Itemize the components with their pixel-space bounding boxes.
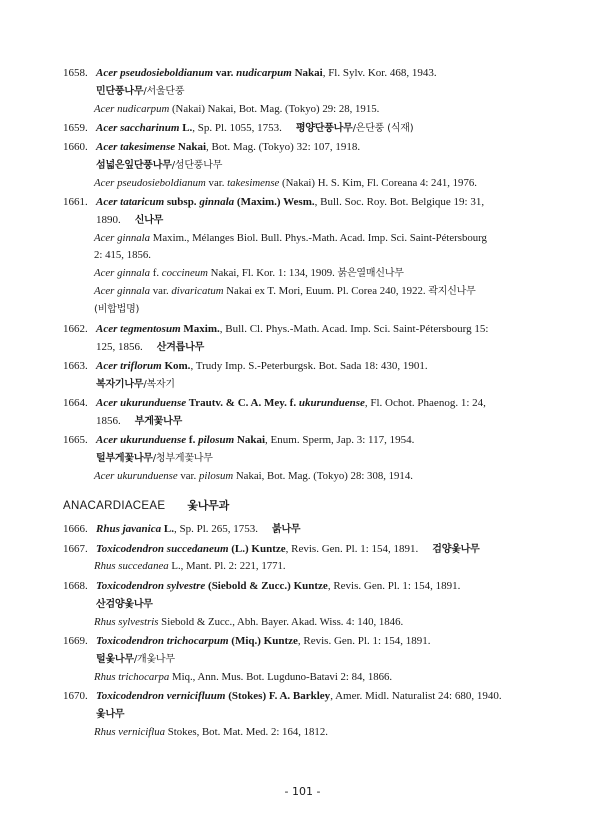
entry-number: 1662. (63, 323, 88, 335)
entry-1668 (0, 577, 605, 595)
entry-number: 1665. (63, 434, 88, 446)
entry-citation (96, 434, 414, 446)
text-run: , Revis. Gen. Pl. 1: 154, 1891. (285, 543, 419, 555)
korean-text: 신나무 (134, 215, 164, 226)
text-run: var. (177, 470, 199, 482)
text-run: (L.) Kuntze (228, 543, 286, 555)
text-run: (Stokes) F. A. Barkley (225, 690, 331, 702)
text-run: Toxicodendron sylvestre (96, 580, 206, 592)
text-run: Acer ukurunduense (94, 470, 178, 482)
synonym (0, 467, 605, 485)
text-run: Toxicodendron vernicifluum (96, 690, 226, 702)
text-run: , Fl. Sylv. Kor. 468, 1943. (322, 67, 437, 79)
entry-number: 1668. (63, 580, 88, 592)
text-run: Siebold & Zucc., Abh. Bayer. Akad. Wiss. 4: 140, 1846. (158, 616, 404, 628)
text-run: pilosum (198, 434, 235, 446)
synonym (0, 229, 605, 247)
text-run: Rhus verniciflua (94, 726, 166, 738)
text-run: Miq., Ann. Mus. Bot. Lugduno-Batavi 2: 84, 1866. (169, 671, 393, 683)
text-run: , Trudy Imp. S.-Peterburgsk. Bot. Sada 18: 430, 1901. (190, 360, 428, 372)
entry-citation (96, 523, 300, 535)
korean-text: /섬단풍나무 (171, 160, 223, 171)
korean-text: /개옻나무 (133, 654, 175, 665)
text-run: Acer ginnala (94, 232, 151, 244)
text-run: Rhus trichocarpa (94, 671, 170, 683)
text-run: (Miq.) Kuntze (228, 635, 298, 647)
korean-text: 부게꽃나무 (134, 416, 183, 427)
synonym (0, 100, 605, 118)
text-run: Acer ginnala (94, 285, 151, 297)
text-run: Rhus javanica (96, 523, 162, 535)
text-run: 1890. (96, 214, 121, 226)
text-run: , Revis. Gen. Pl. 1: 154, 1891. (327, 580, 461, 592)
entry-citation (96, 690, 502, 702)
entry-citation (96, 397, 486, 409)
text-run: Rhus sylvestris (94, 616, 159, 628)
entry-continuation (0, 338, 605, 356)
text-run: Maxim. (180, 323, 220, 335)
entry-1667 (0, 540, 605, 558)
text-run: var. (150, 285, 172, 297)
entry-1658 (0, 64, 605, 82)
entry-citation (96, 635, 431, 647)
korean-text: 털부게꽃나무 (96, 453, 153, 464)
text-run: takesimense (227, 177, 280, 189)
korean-text: 민단풍나무 (96, 86, 144, 97)
text-run: Nakai, Fl. Kor. 1: 134, 1909. (207, 267, 338, 279)
text-run: Acer pseudosieboldianum (96, 67, 214, 79)
entry-citation (96, 360, 428, 372)
family-latin: ANACARDIACEAE (63, 500, 166, 512)
entry-citation (96, 196, 484, 208)
text-run: Trautv. & C. A. Mey. f. (186, 397, 299, 409)
entry-1665 (0, 431, 605, 449)
text-run: Toxicodendron succedaneum (96, 543, 229, 555)
korean-text: 곽지신나무 (428, 286, 476, 297)
text-run: var. (205, 177, 228, 189)
text-run: L., Mant. Pl. 2: 221, 1771. (168, 560, 286, 572)
entry-number: 1661. (63, 196, 88, 208)
entry-citation (96, 67, 437, 79)
entry-1662 (0, 320, 605, 338)
korean-text: 옻나무 (96, 709, 125, 720)
text-run: 1856. (96, 415, 121, 427)
text-run: , Bull. Cl. Phys.-Math. Acad. Imp. Sci. Saint-Pétersbourg 15: (219, 323, 489, 335)
text-run: Nakai (291, 67, 323, 79)
korean-text: 검양옻나무 (432, 544, 480, 555)
text-run: L. (179, 122, 193, 134)
korean-text: 붉은열매신나무 (337, 268, 404, 279)
synonym (0, 174, 605, 192)
text-run: , Sp. Pl. 1055, 1753. (192, 122, 282, 134)
korean-text: 붉나무 (272, 524, 301, 535)
text-run: Acer ukurunduense (96, 397, 187, 409)
text-run: L. (161, 523, 174, 535)
text-run: (Siebold & Zucc.) Kuntze (205, 580, 328, 592)
text-run: Acer nudicarpum (94, 103, 170, 115)
text-run: 125, 1856. (96, 341, 143, 353)
text-run: Acer triflorum (96, 360, 162, 372)
text-run: Rhus succedanea (94, 560, 169, 572)
text-run: Acer takesimense (96, 141, 176, 153)
text-run: pilosum (198, 470, 234, 482)
entry-citation (96, 122, 413, 134)
entry-number: 1660. (63, 141, 88, 153)
page-number: - 101 - (284, 785, 321, 798)
text-run: nudicarpum (236, 67, 292, 79)
synonym (0, 557, 605, 575)
korean-text: 산검양옻나무 (96, 599, 153, 610)
text-run: Maxim., Mélanges Biol. Bull. Phys.-Math. Acad. Imp. Sci. Saint-Pétersbourg (150, 232, 487, 244)
entry-citation (96, 580, 460, 592)
entry-continuation (0, 412, 605, 430)
text-run: var. (213, 67, 237, 79)
synonym (0, 668, 605, 686)
korean-name (0, 82, 605, 100)
entry-citation (96, 141, 360, 153)
korean-name (0, 705, 605, 723)
text-run: , Fl. Ochot. Phaenog. 1: 24, (364, 397, 486, 409)
entry-number: 1659. (63, 122, 88, 134)
korean-name (0, 595, 605, 613)
text-run: Acer ginnala (94, 267, 151, 279)
korean-text: 털옻나무 (96, 654, 134, 665)
synonym (0, 613, 605, 631)
entry-number: 1664. (63, 397, 88, 409)
text-run: , Bot. Mag. (Tokyo) 32: 107, 1918. (206, 141, 361, 153)
korean-text: 복자기나무 (96, 379, 144, 390)
synonym (0, 723, 605, 741)
entry-1661 (0, 193, 605, 211)
text-run: Stokes, Bot. Mat. Med. 2: 164, 1812. (165, 726, 328, 738)
korean-text: (비합법명) (94, 304, 140, 315)
text-run: Nakai ex T. Mori, Euum. Pl. Corea 240, 1922. (223, 285, 429, 297)
text-run: Nakai (175, 141, 207, 153)
family-heading (63, 497, 229, 515)
korean-text: /서울단풍 (143, 86, 185, 97)
text-run: Nakai, Bot. Mag. (Tokyo) 28: 308, 1914. (233, 470, 413, 482)
entry-number: 1658. (63, 67, 88, 79)
entry-1659 (0, 119, 605, 137)
text-run: , Enum. Sperm, Jap. 3: 117, 1954. (265, 434, 415, 446)
entry-1663 (0, 357, 605, 375)
entry-number: 1663. (63, 360, 88, 372)
entry-number: 1667. (63, 543, 88, 555)
entry-number: 1666. (63, 523, 88, 535)
entry-1664 (0, 394, 605, 412)
korean-text: 산겨릅나무 (156, 342, 205, 353)
text-run: Nakai (234, 434, 266, 446)
text-run: (Nakai) Nakai, Bot. Mag. (Tokyo) 29: 28, 1915. (169, 103, 380, 115)
korean-text: /은단풍 (식재) (352, 123, 414, 134)
entry-1669 (0, 632, 605, 650)
text-run: Acer tegmentosum (96, 323, 181, 335)
text-run: Toxicodendron trichocarpum (96, 635, 229, 647)
entry-number: 1669. (63, 635, 88, 647)
entry-1666 (0, 520, 605, 538)
text-run: ukurunduense (298, 397, 365, 409)
entry-number: 1670. (63, 690, 88, 702)
text-run: Acer ukurunduense (96, 434, 187, 446)
korean-text: /청부게꽃나무 (152, 453, 213, 464)
synonym (0, 264, 605, 282)
text-run: , Revis. Gen. Pl. 1: 154, 1891. (297, 635, 431, 647)
text-run: subsp. (164, 196, 200, 208)
text-run: Acer saccharinum (96, 122, 180, 134)
entry-citation (96, 543, 480, 555)
entry-citation (96, 323, 488, 335)
korean-name (0, 449, 605, 467)
text-run: 2: 415, 1856. (94, 249, 151, 261)
text-run: ginnala (199, 196, 235, 208)
text-run: divaricatum (171, 285, 224, 297)
text-run: , Amer. Midl. Naturalist 24: 680, 1940. (330, 690, 502, 702)
korean-text: /복자기 (143, 379, 175, 390)
text-run: Acer pseudosieboldianum (94, 177, 206, 189)
synonym (0, 246, 605, 264)
synonym (0, 300, 605, 318)
text-run: (Maxim.) Wesm. (234, 196, 315, 208)
korean-name (0, 375, 605, 393)
entry-1670 (0, 687, 605, 705)
text-run: coccineum (161, 267, 208, 279)
text-run: f. (150, 267, 162, 279)
text-run: f. (186, 434, 199, 446)
text-run: , Bull. Soc. Roy. Bot. Belgique 19: 31, (314, 196, 485, 208)
korean-text: 섬넓은잎단풍나무 (96, 160, 172, 171)
korean-name (0, 156, 605, 174)
text-run: Kom. (161, 360, 191, 372)
text-run: (Nakai) H. S. Kim, Fl. Coreana 4: 241, 1976. (279, 177, 477, 189)
family-korean: 옻나무과 (187, 499, 230, 512)
entry-continuation (0, 211, 605, 229)
entry-1660 (0, 138, 605, 156)
korean-name (0, 650, 605, 668)
synonym (0, 282, 605, 300)
text-run: , Sp. Pl. 265, 1753. (173, 523, 258, 535)
korean-text: 평양단풍나무 (295, 123, 353, 134)
text-run: Acer tataricum (96, 196, 165, 208)
